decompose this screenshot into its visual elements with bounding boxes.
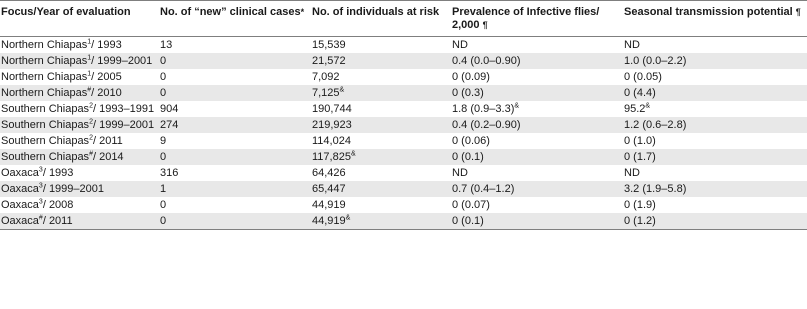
cell-focus-year-text: Oaxaca [1, 199, 39, 211]
cell-focus-year-year: / 2010 [91, 87, 122, 99]
cell-individuals-at-risk-text: 44,919 [312, 215, 346, 227]
cell-prevalence-sup: & [514, 102, 520, 110]
cell-individuals-at-risk [311, 53, 451, 69]
cell-prevalence [451, 133, 623, 149]
cell-transmission-potential-text: 0 (4.4) [624, 87, 656, 99]
cell-individuals-at-risk [311, 181, 451, 197]
cell-focus-year-sup: 1 [87, 38, 92, 46]
cell-focus-year-text: Northern Chiapas [1, 87, 88, 99]
header-individuals-at-risk-text: No. of individuals at risk [312, 6, 440, 18]
cell-focus-year-sup: # [38, 214, 43, 222]
cell-focus-year-text: Oaxaca [1, 167, 39, 179]
cell-individuals-at-risk [311, 85, 451, 101]
table-row [0, 149, 807, 165]
cell-transmission-potential-text: 0 (1.2) [624, 215, 656, 227]
cell-focus-year-sup: 3 [38, 198, 43, 206]
cell-individuals-at-risk [311, 101, 451, 117]
cell-prevalence [451, 37, 623, 54]
cell-focus-year [0, 101, 159, 117]
table-row [0, 117, 807, 133]
cell-prevalence-text: 0.4 (0.2–0.90) [452, 119, 521, 131]
cell-focus-year-text: Northern Chiapas [1, 39, 88, 51]
cell-individuals-at-risk [311, 117, 451, 133]
cell-focus-year-year: / 1999–2001 [42, 183, 104, 195]
cell-prevalence [451, 85, 623, 101]
cell-new-cases-text: 9 [160, 135, 167, 147]
cell-new-cases-text: 274 [160, 119, 179, 131]
table-row [0, 133, 807, 149]
cell-prevalence-text: 0 (0.09) [452, 71, 490, 83]
cell-transmission-potential-text: 0 (1.7) [624, 151, 656, 163]
cell-focus-year-year: / 1999–2001 [92, 119, 155, 131]
table-row [0, 101, 807, 117]
cell-individuals-at-risk-text: 7,092 [312, 71, 340, 83]
table-row [0, 165, 807, 181]
cell-prevalence-text: 1.8 (0.9–3.3) [452, 103, 515, 115]
cell-individuals-at-risk [311, 69, 451, 85]
table-row [0, 213, 807, 230]
table-row [0, 69, 807, 85]
cell-individuals-at-risk-text: 114,024 [312, 135, 351, 147]
cell-transmission-potential-text: 95.2 [624, 103, 646, 115]
cell-prevalence-text: 0 (0.3) [452, 87, 484, 99]
cell-prevalence [451, 197, 623, 213]
cell-new-cases [159, 149, 311, 165]
cell-transmission-potential [623, 133, 807, 149]
cell-focus-year-text: Southern Chiapas [1, 103, 90, 115]
cell-focus-year-sup: 2 [89, 118, 93, 126]
cell-prevalence-text: 0 (0.1) [452, 151, 484, 163]
table-header [0, 1, 807, 37]
cell-individuals-at-risk [311, 133, 451, 149]
cell-focus-year [0, 117, 159, 133]
cell-focus-year-text: Southern Chiapas [1, 151, 90, 163]
cell-transmission-potential-text: 0 (1.0) [624, 135, 656, 147]
header-transmission-potential-text: Seasonal transmission potential [624, 6, 793, 18]
cell-new-cases-text: 0 [160, 55, 167, 67]
cell-prevalence [451, 101, 623, 117]
cell-individuals-at-risk-sup: & [345, 214, 351, 222]
header-new-cases-sup: * [300, 7, 305, 17]
cell-prevalence [451, 181, 623, 197]
cell-prevalence-text: 0 (0.06) [452, 135, 490, 147]
cell-transmission-potential-text: 0 (1.9) [624, 199, 656, 211]
cell-individuals-at-risk [311, 37, 451, 54]
cell-focus-year-text: Oaxaca [1, 183, 39, 195]
cell-individuals-at-risk-text: 65,447 [312, 183, 346, 195]
cell-focus-year-text: Northern Chiapas [1, 55, 88, 67]
cell-new-cases-text: 0 [160, 71, 167, 83]
header-transmission-potential-sup: ¶ [795, 7, 801, 17]
cell-focus-year [0, 85, 159, 101]
cell-transmission-potential-text: ND [624, 167, 640, 179]
cell-new-cases-text: 316 [160, 167, 179, 179]
cell-new-cases [159, 85, 311, 101]
cell-individuals-at-risk-sup: & [339, 86, 345, 94]
cell-transmission-potential [623, 149, 807, 165]
cell-new-cases [159, 69, 311, 85]
cell-individuals-at-risk-text: 64,426 [312, 167, 346, 179]
table-row [0, 85, 807, 101]
cell-transmission-potential [623, 197, 807, 213]
cell-focus-year [0, 181, 159, 197]
cell-new-cases-text: 0 [160, 215, 167, 227]
cell-transmission-potential-text: 1.0 (0.0–2.2) [624, 55, 687, 67]
cell-new-cases-text: 13 [160, 39, 173, 51]
header-focus-year [0, 1, 159, 37]
cell-focus-year-year: / 1993 [42, 167, 74, 179]
header-transmission-potential [623, 1, 807, 37]
cell-prevalence [451, 213, 623, 230]
cell-prevalence [451, 149, 623, 165]
cell-focus-year-sup: 2 [89, 102, 93, 110]
cell-individuals-at-risk-text: 7,125 [312, 87, 340, 99]
cell-new-cases-text: 904 [160, 103, 179, 115]
cell-new-cases [159, 101, 311, 117]
table-row [0, 181, 807, 197]
cell-transmission-potential-text: ND [624, 39, 640, 51]
cell-individuals-at-risk [311, 165, 451, 181]
cell-prevalence-text: ND [452, 39, 468, 51]
table-row [0, 197, 807, 213]
cell-new-cases [159, 133, 311, 149]
cell-focus-year-year: / 1999–2001 [91, 55, 153, 67]
cell-focus-year-sup: # [89, 150, 93, 158]
cell-focus-year-text: Northern Chiapas [1, 71, 88, 83]
cell-individuals-at-risk-text: 219,923 [312, 119, 352, 131]
cell-new-cases [159, 53, 311, 69]
cell-transmission-potential-sup: & [645, 102, 651, 110]
header-prevalence-text: Prevalence of Infective flies/ 2,000 [452, 6, 600, 31]
cell-focus-year [0, 197, 159, 213]
cell-focus-year [0, 37, 159, 54]
cell-transmission-potential [623, 85, 807, 101]
cell-new-cases [159, 181, 311, 197]
cell-individuals-at-risk-text: 21,572 [312, 55, 346, 67]
header-prevalence-sup: ¶ [482, 20, 488, 30]
cell-transmission-potential [623, 101, 807, 117]
cell-individuals-at-risk-text: 44,919 [312, 199, 346, 211]
header-new-cases-text: No. of “new” clinical cases [160, 6, 301, 18]
cell-individuals-at-risk-text: 117,825 [312, 151, 351, 163]
cell-focus-year-year: / 2005 [91, 71, 122, 83]
cell-focus-year-year: / 2011 [42, 215, 73, 227]
cell-prevalence [451, 117, 623, 133]
cell-prevalence-text: 0 (0.07) [452, 199, 490, 211]
cell-focus-year [0, 149, 159, 165]
cell-transmission-potential [623, 69, 807, 85]
cell-transmission-potential [623, 117, 807, 133]
cell-new-cases-text: 1 [160, 183, 167, 195]
cell-focus-year [0, 213, 159, 230]
cell-focus-year-text: Oaxaca [1, 215, 39, 227]
header-row [0, 1, 807, 37]
cell-focus-year-text: Southern Chiapas [1, 119, 90, 131]
table-row [0, 37, 807, 54]
cell-prevalence [451, 165, 623, 181]
cell-individuals-at-risk [311, 149, 451, 165]
cell-new-cases-text: 0 [160, 151, 167, 163]
cell-focus-year-sup: 2 [89, 134, 93, 142]
cell-individuals-at-risk [311, 213, 451, 230]
cell-focus-year-sup: # [87, 86, 92, 94]
cell-focus-year-year: / 1993–1991 [92, 103, 155, 115]
cell-new-cases [159, 197, 311, 213]
cell-new-cases [159, 165, 311, 181]
cell-transmission-potential [623, 37, 807, 54]
cell-transmission-potential-text: 0 (0.05) [624, 71, 662, 83]
cell-individuals-at-risk-text: 190,744 [312, 103, 352, 115]
cell-focus-year-text: Southern Chiapas [1, 135, 90, 147]
table-row [0, 53, 807, 69]
cell-focus-year [0, 165, 159, 181]
cell-new-cases-text: 0 [160, 87, 167, 99]
cell-focus-year [0, 53, 159, 69]
cell-focus-year [0, 133, 159, 149]
cell-prevalence-text: ND [452, 167, 468, 179]
cell-focus-year-year: / 2014 [92, 151, 124, 163]
cell-focus-year-sup: 1 [87, 54, 92, 62]
cell-prevalence [451, 53, 623, 69]
cell-focus-year [0, 69, 159, 85]
cell-transmission-potential [623, 53, 807, 69]
cell-focus-year-sup: 3 [38, 166, 43, 174]
header-focus-year-text: Focus/Year of evaluation [1, 6, 131, 18]
cell-transmission-potential [623, 181, 807, 197]
cell-individuals-at-risk-text: 15,539 [312, 39, 346, 51]
cell-individuals-at-risk-sup: & [350, 150, 356, 158]
cell-prevalence-text: 0 (0.1) [452, 215, 484, 227]
cell-new-cases [159, 117, 311, 133]
cell-focus-year-year: / 2008 [42, 199, 74, 211]
cell-new-cases [159, 213, 311, 230]
cell-individuals-at-risk [311, 197, 451, 213]
cell-new-cases [159, 37, 311, 54]
header-new-cases [159, 1, 311, 37]
cell-prevalence-text: 0.4 (0.0–0.90) [452, 55, 521, 67]
cell-focus-year-sup: 1 [87, 70, 92, 78]
cell-transmission-potential [623, 213, 807, 230]
cell-focus-year-year: / 2011 [92, 135, 123, 147]
cell-transmission-potential-text: 3.2 (1.9–5.8) [624, 183, 687, 195]
cell-focus-year-year: / 1993 [91, 39, 122, 51]
header-individuals-at-risk [311, 1, 451, 37]
cell-prevalence [451, 69, 623, 85]
cell-transmission-potential [623, 165, 807, 181]
cell-new-cases-text: 0 [160, 199, 167, 211]
table-body [0, 37, 807, 230]
header-prevalence [451, 1, 623, 37]
cell-prevalence-text: 0.7 (0.4–1.2) [452, 183, 515, 195]
cell-transmission-potential-text: 1.2 (0.6–2.8) [624, 119, 687, 131]
cell-focus-year-sup: 3 [38, 182, 43, 190]
